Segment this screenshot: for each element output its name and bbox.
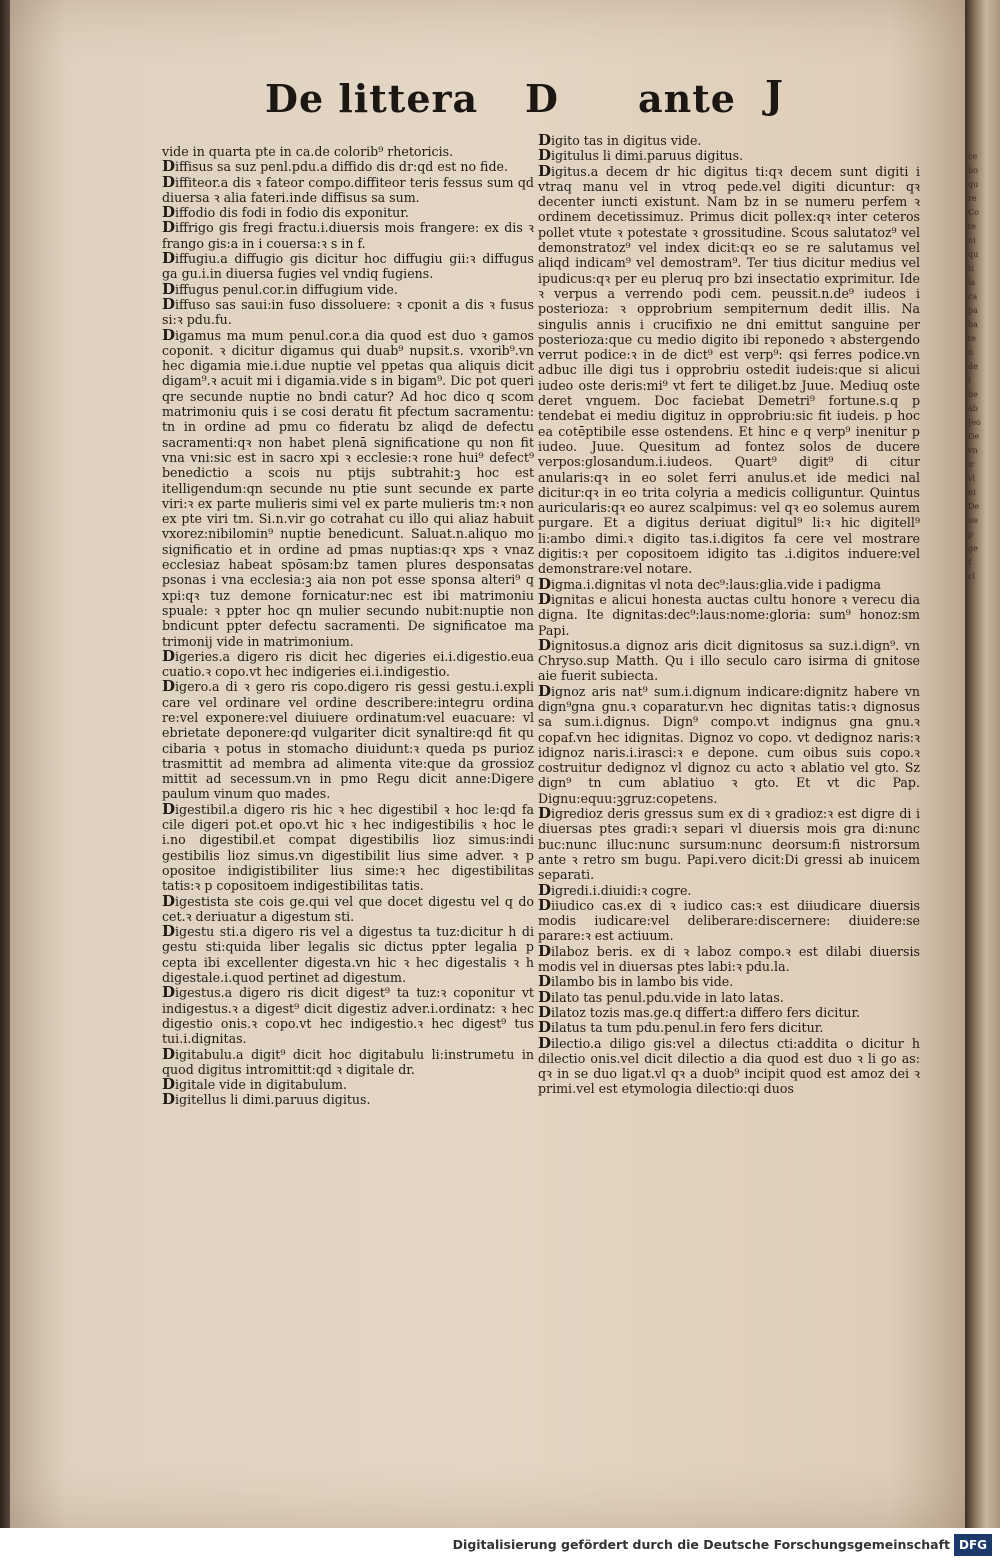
entry-text: iiudico cas.ex di ꝛ iudico cas:ꝛ est diiudicare diuersis modis iudicare:vel deliberare:discernere: diuidere:se parare:ꝛ est actiuum.: [538, 897, 920, 944]
dictionary-entry: [538, 941, 920, 975]
dictionary-entry: [538, 974, 920, 989]
entry-text: igma.i.dignitas vl nota dec⁹:laus:glia.vide i padigma: [551, 576, 882, 592]
entry-initial: D: [162, 922, 176, 941]
entry-initial: D: [162, 325, 176, 344]
entry-initial: D: [162, 294, 176, 313]
entry-initial: D: [538, 574, 552, 593]
dictionary-entry: [162, 279, 534, 298]
funding-notice: Digitalisierung gefördert durch die Deutsche Forschungsgemeinschaft: [452, 1537, 950, 1552]
entry-initial: D: [162, 983, 176, 1002]
right-column: [538, 133, 920, 1097]
entry-text: ignitas e alicui honesta auctas cultu honore ꝛ verecu dia digna. Ite dignitas:dec⁹:laus:nome:gloria: sum⁹ honoz:sm Papi.: [538, 591, 920, 638]
dictionary-entry: [538, 574, 920, 593]
entry-text: igredioz deris gressus sum ex di ꝛ gradioz:ꝛ est digre di i diuersas ptes gradi:ꝛ separi vl diuersis mois gra di:nunc buc:nunc illuc:nunc sursum:nunc deorsum:fi nistrorsum ante ꝛ retro sm bugu. Papi.vero dicit:Di gressi ab inuicem separati.: [538, 806, 920, 883]
entry-text: iffisus sa suz penl.pdu.a diffido dis dr:qd est no fide.: [175, 159, 508, 175]
entry-initial: D: [538, 681, 552, 700]
header-ante: ante: [638, 76, 736, 121]
entry-text: iffuso sas saui:in fuso dissoluere: ꝛ cponit a dis ꝛ fusus si:ꝛ pdu.fu.: [162, 296, 534, 328]
entry-initial: D: [538, 1033, 552, 1052]
dictionary-entry: [162, 325, 534, 649]
entry-text: vide in quarta pte in ca.de colorib⁹ rhetoricis.: [162, 144, 454, 159]
entry-text: igeries.a digero ris dicit hec digeries ei.i.digestio.eua cuatio.ꝛ copo.vt hec indigeries ei.i.indigestio.: [162, 648, 534, 680]
dictionary-entry: [538, 895, 920, 944]
dictionary-entry: [538, 880, 920, 899]
dictionary-entry: [162, 646, 534, 680]
entry-text: igamus ma mum penul.cor.a dia quod est duo ꝛ gamos coponit. ꝛ dicitur digamus qui duab⁹ nupsit.s. vxorib⁹.vn hec digamia mie.i.due nuptie vel ppetas qua aliquis dicit digam⁹.ꝛ acuit mi i digamia.vide s in bigam⁹. Dic pot queri qre secunde nuptie no bndi catur? Ad hoc dico q scom matrimoniu quis i se cosi deratu fit pfectum sacramentu: tn in ordine ad pmu co fideratu bz aliqd de defectu sacramenti:qꝛ non habet plenā significatione qu non fit vna vni:sic est in sacro xpi ꝛ ecclesie:ꝛ rone hui⁹ defect⁹ benedictio a scois nu ptijs subtrahit:ꝫ hoc est itelligendum:qn secunde nu ptie sunt secunde ex parte viri:ꝛ ex parte mulieris simi vel ex parte mulieris tm:ꝛ non ex pte viri tm. Si.n.vir go cotrahat cu illo qui aliaz habuit vxorez:nibilomin⁹ nuptie benedicunt. Saluat.n.aliquo mo significatio et in ordine ad pmas nuptias:qꝛ xps ꝛ vnaz ecclesiaz habeat spōsam:bz tamen plures desponsatas psonas i vna ecclesia:ꝫ aia non pot esse sponsa alteri⁹ q xpi:qꝛ tuz demone fornicatur:nec est ibi matrimoniu spuale: ꝛ ppter hoc qn mulier secundo nubit:nuptie non bndicunt ppter defectu sacramenti. De significatoe ma trimonij vide in matrimonium.: [162, 327, 534, 649]
dictionary-entry: [162, 799, 534, 894]
entry-initial: D: [538, 1018, 552, 1037]
entry-text: igero.a di ꝛ gero ris copo.digero ris gessi gestu.i.expli care vel ordinare vel ordine describere:integru ordina re:vel exponere:vel diuiuere ordinatum:vel euacuare: vl ebrietate deponere:qd vulgariter dicit synaltire:qd fit qu cibaria ꝛ potus in stomacho diuidunt:ꝛ queda ps purioz trasmittit ad membra ad alimenta vite:que da grossioz mittit ad secessum.vn in pmo Regu dicit anne:Digere paulum vinum quo mades.: [162, 679, 534, 802]
entry-text: igestista ste cois ge.qui vel que docet digestu vel q do cet.ꝛ deriuatur a digestum sti.: [162, 893, 534, 924]
entry-text: igitale vide in digitabulum.: [175, 1077, 347, 1093]
entry-initial: D: [538, 131, 552, 149]
left-column: [162, 144, 534, 1108]
entry-text: igitus.a decem dr hic digitus ti:qꝛ decem sunt digiti i vtraq manu vel in vtroq pede.vel digiti dicuntur: qꝛ decenter iuncti existunt. Nam bz in se numeru perfem ꝛ ordinem decetissimuz. Primus dicit pollex:qꝛ inter ceteros pollet vtute ꝛ potestate ꝛ grossitudine. Scous salutatoz⁹ vel demonstratoz⁹ vel index dicit:qꝛ eo se re salutamus vel aliqd indicam⁹ vel demostram⁹. Ter tius dicitur medius vel ipudicus:qꝛ per eu pleruq pro bzi insectatio exprimitur. Ide ꝛ verpus a verrendo podi cem. peussit.n.de⁹ iudeos i posterioza: ꝛ opprobrium sempiternum dedit illis. Na singulis annis i crucifixio ne dni emittut sanguine per posterioza:que cu medio digito ibi reponedo ꝛ abstergendo verrut podice:ꝛ in de dict⁹ est verp⁹: qsi ferres podice.vn adbuc ille digi tus i opprobriu ostedit iudeis:que si alicui iudeo oste deris:mi⁹ vt fert te diliget.bz Juue. Mediuq oste deret vnguem. Doc faciebat Demetri⁹ fortune.s.q p tendebat ei mediu digituz in opprobriu:sic fit iudeis. p hoc ea cotēptibile esse ostendens. Et hinc e q verp⁹ inenitur p iudeo. Juue. Quesitum ad fontez solos de ducere verpos:glosandum.i.iudeos. Quart⁹ digit⁹ di citur anularis:qꝛ in eo solet ferri anulus.et ide medici nal dicitur:qꝛ in eo trita colyria a medicis colliguntur. Quintus auricularis:qꝛ eo aurez scalpimus: vel qꝛ eo solemus aurem purgare. Et a digitus deriuat digitul⁹ li:ꝛ hic digitell⁹ li:ambo dimi.ꝛ digito tas.i.digitos fa cere vel mostrare digitis:ꝛ per copositoem idigito tas .i.digitos induere:vel demonstrare:vel notare.: [538, 163, 920, 577]
entry-initial: D: [162, 1044, 176, 1063]
dictionary-entry: [162, 985, 534, 1046]
dictionary-entry: [538, 133, 920, 148]
dictionary-entry: [538, 148, 920, 163]
entry-text: igito tas in digitus vide.: [551, 133, 702, 148]
entry-text: ilato tas penul.pdu.vide in lato latas.: [551, 989, 784, 1005]
dictionary-entry: [538, 635, 920, 684]
entry-initial: D: [538, 941, 552, 960]
dictionary-entry: [538, 987, 920, 1006]
dictionary-entry: [538, 681, 920, 806]
dictionary-entry: [162, 294, 534, 328]
dictionary-entry: [538, 1020, 920, 1035]
entry-text: ilectio.a diligo gis:vel a dilectus cti:addita o dicitur h dilectio onis.vel dicit dilectio a dia quod est duo ꝛ li go as: qꝛ in se duo ligat.vl qꝛ a duob⁹ incipit quod est amoz dei ꝛ primi.vel est etymologia dilectio:qi duos: [538, 1035, 920, 1097]
entry-text: igitabulu.a digit⁹ dicit hoc digitabulu li:instrumetu in quod digitus intromittit:qd ꝛ digitale dr.: [162, 1046, 534, 1077]
next-page-edge-text: ce bo qu re Co te ni qu ti la ca pa ba te n de i be ab Jeo De vn ir vl ni De ue p ge f cl: [968, 152, 981, 581]
entry-text: ilambo bis in lambo bis vide.: [551, 974, 734, 990]
entry-initial: D: [538, 146, 552, 165]
dictionary-entry: [162, 205, 534, 220]
entry-initial: D: [162, 1090, 176, 1109]
entry-text: iffodio dis fodi in fodio dis exponitur.: [175, 205, 409, 221]
entry-initial: D: [538, 987, 552, 1006]
header-left: De littera: [265, 76, 479, 121]
entry-text: igitellus li dimi.paruus digitus.: [175, 1092, 371, 1108]
entry-text: igestu sti.a digero ris vel a digestus ta tuz:dicitur h di gestu sti:quida liber legalis sic dictus ppter legalia p cepta ibi excellenter digesta.vn hic ꝛ hec digestalis ꝛ h digestale.i.quod pertinet ad digestum.: [162, 924, 534, 986]
dfg-logo: DFG: [954, 1534, 992, 1556]
entry-initial: D: [162, 218, 176, 237]
entry-initial: D: [162, 799, 176, 818]
entry-text: igestibil.a digero ris hic ꝛ hec digestibil ꝛ hoc le:qd fa cile digeri pot.et opo.vt hic ꝛ hec indigestibilis ꝛ hoc le i.no digestibil.et compat digestibilis lioz simus:indi gestibilis lioz simus.vn digestibilit lius sime adver. ꝛ p opositoe indigistibiliter lius sime:ꝛ hec digestibilitas tatis:ꝛ p copositoem indigestibilitas tatis.: [162, 801, 534, 894]
entry-text: igredi.i.diuidi:ꝛ cogre.: [551, 882, 692, 898]
dictionary-entry: [162, 220, 534, 251]
header-right: J: [765, 72, 784, 117]
entry-text: iffrigo gis fregi fractu.i.diuersis mois frangere: ex dis ꝛ frango gis:a in i couersa:ꝛ s in f.: [162, 220, 534, 251]
dictionary-entry: [162, 679, 534, 801]
dictionary-entry: [538, 161, 920, 577]
dictionary-entry: [538, 1033, 920, 1097]
dictionary-entry: [162, 891, 534, 925]
entry-text: ignitosus.a dignoz aris dicit dignitosus sa suz.i.dign⁹. vn Chryso.sup Matth. Qu i illo seculo caro isirma di gnitose aie fuerit subiecta.: [538, 637, 920, 684]
dictionary-entry: [162, 159, 534, 174]
entry-initial: D: [162, 1075, 176, 1094]
entry-initial: D: [538, 589, 552, 608]
entry-initial: D: [162, 279, 176, 298]
page-header: [0, 70, 1000, 130]
entry-initial: D: [538, 880, 552, 899]
dictionary-entry: [162, 924, 534, 985]
entry-initial: D: [538, 635, 552, 654]
entry-initial: D: [162, 677, 176, 696]
dictionary-entry: [162, 172, 534, 206]
dictionary-entry: [538, 589, 920, 638]
entry-text: iffugiu.a diffugio gis dicitur hoc diffugiu gii:ꝛ diffugus ga gu.i.in diuersa fugies vel vndiq fugiens.: [162, 251, 534, 282]
entry-initial: D: [538, 804, 552, 823]
dictionary-entry: [162, 1077, 534, 1092]
entry-initial: D: [162, 891, 176, 910]
dictionary-entry: [538, 806, 920, 882]
entry-text: iffugus penul.cor.in diffugium vide.: [175, 281, 398, 297]
dictionary-entry: [162, 144, 534, 159]
header-letter: D: [525, 76, 559, 121]
dictionary-entry: [538, 1002, 920, 1021]
entry-initial: D: [162, 646, 176, 665]
entry-initial: D: [538, 972, 552, 991]
entry-initial: D: [538, 1002, 552, 1021]
entry-initial: D: [162, 172, 176, 191]
entry-initial: D: [162, 203, 176, 222]
entry-initial: D: [538, 161, 552, 180]
entry-initial: D: [538, 895, 552, 914]
dictionary-entry: [162, 1092, 534, 1107]
entry-initial: D: [162, 157, 176, 176]
entry-text: ilaboz beris. ex di ꝛ laboz compo.ꝛ est dilabi diuersis modis vel in diuersas ptes labi:ꝛ pdu.la.: [538, 943, 920, 975]
entry-text: igitulus li dimi.paruus digitus.: [551, 148, 744, 164]
entry-text: igestus.a digero ris dicit digest⁹ ta tuz:ꝛ coponitur vt indigestus.ꝛ a digest⁹ dicit digestiz adver.i.ordinatz: ꝛ hec digestio onis.ꝛ copo.vt hec indigestio.ꝛ hec digest⁹ tus tui.i.dignitas.: [162, 985, 534, 1047]
dictionary-entry: [162, 251, 534, 282]
entry-text: ignoz aris nat⁹ sum.i.dignum indicare:dignitz habere vn dign⁹gna gnu.ꝛ coparatur.vn hec dignitas tatis:ꝛ dignosus sa sum.i.dignus. Dign⁹ compo.vt indignus gna gnu.ꝛ copaf.vn hec idignitas. Dignoz vo copo. vt dedignoz naris:ꝛ idignoz naris.i.irasci:ꝛ e depone. cum oibus suis copo.ꝛ costruitur dedignoz vl dignoz cu acto ꝛ ablatio vel gto. Sz dign⁹ tn cum ablatiuo ꝛ gto. Et vt dic Pap. Dignu:equu:ꝫgruz:copetens.: [538, 683, 920, 806]
dictionary-entry: [162, 1044, 534, 1078]
entry-initial: D: [162, 249, 176, 268]
entry-text: ilatus ta tum pdu.penul.in fero fers dicitur.: [551, 1020, 824, 1036]
entry-text: ilatoz tozis mas.ge.q differt:a differo fers dicitur.: [551, 1004, 861, 1020]
entry-text: iffiteor.a dis ꝛ fateor compo.diffiteor teris fessus sum qd diuersa ꝛ alia fateri.inde diffisus sa sum.: [162, 174, 534, 205]
